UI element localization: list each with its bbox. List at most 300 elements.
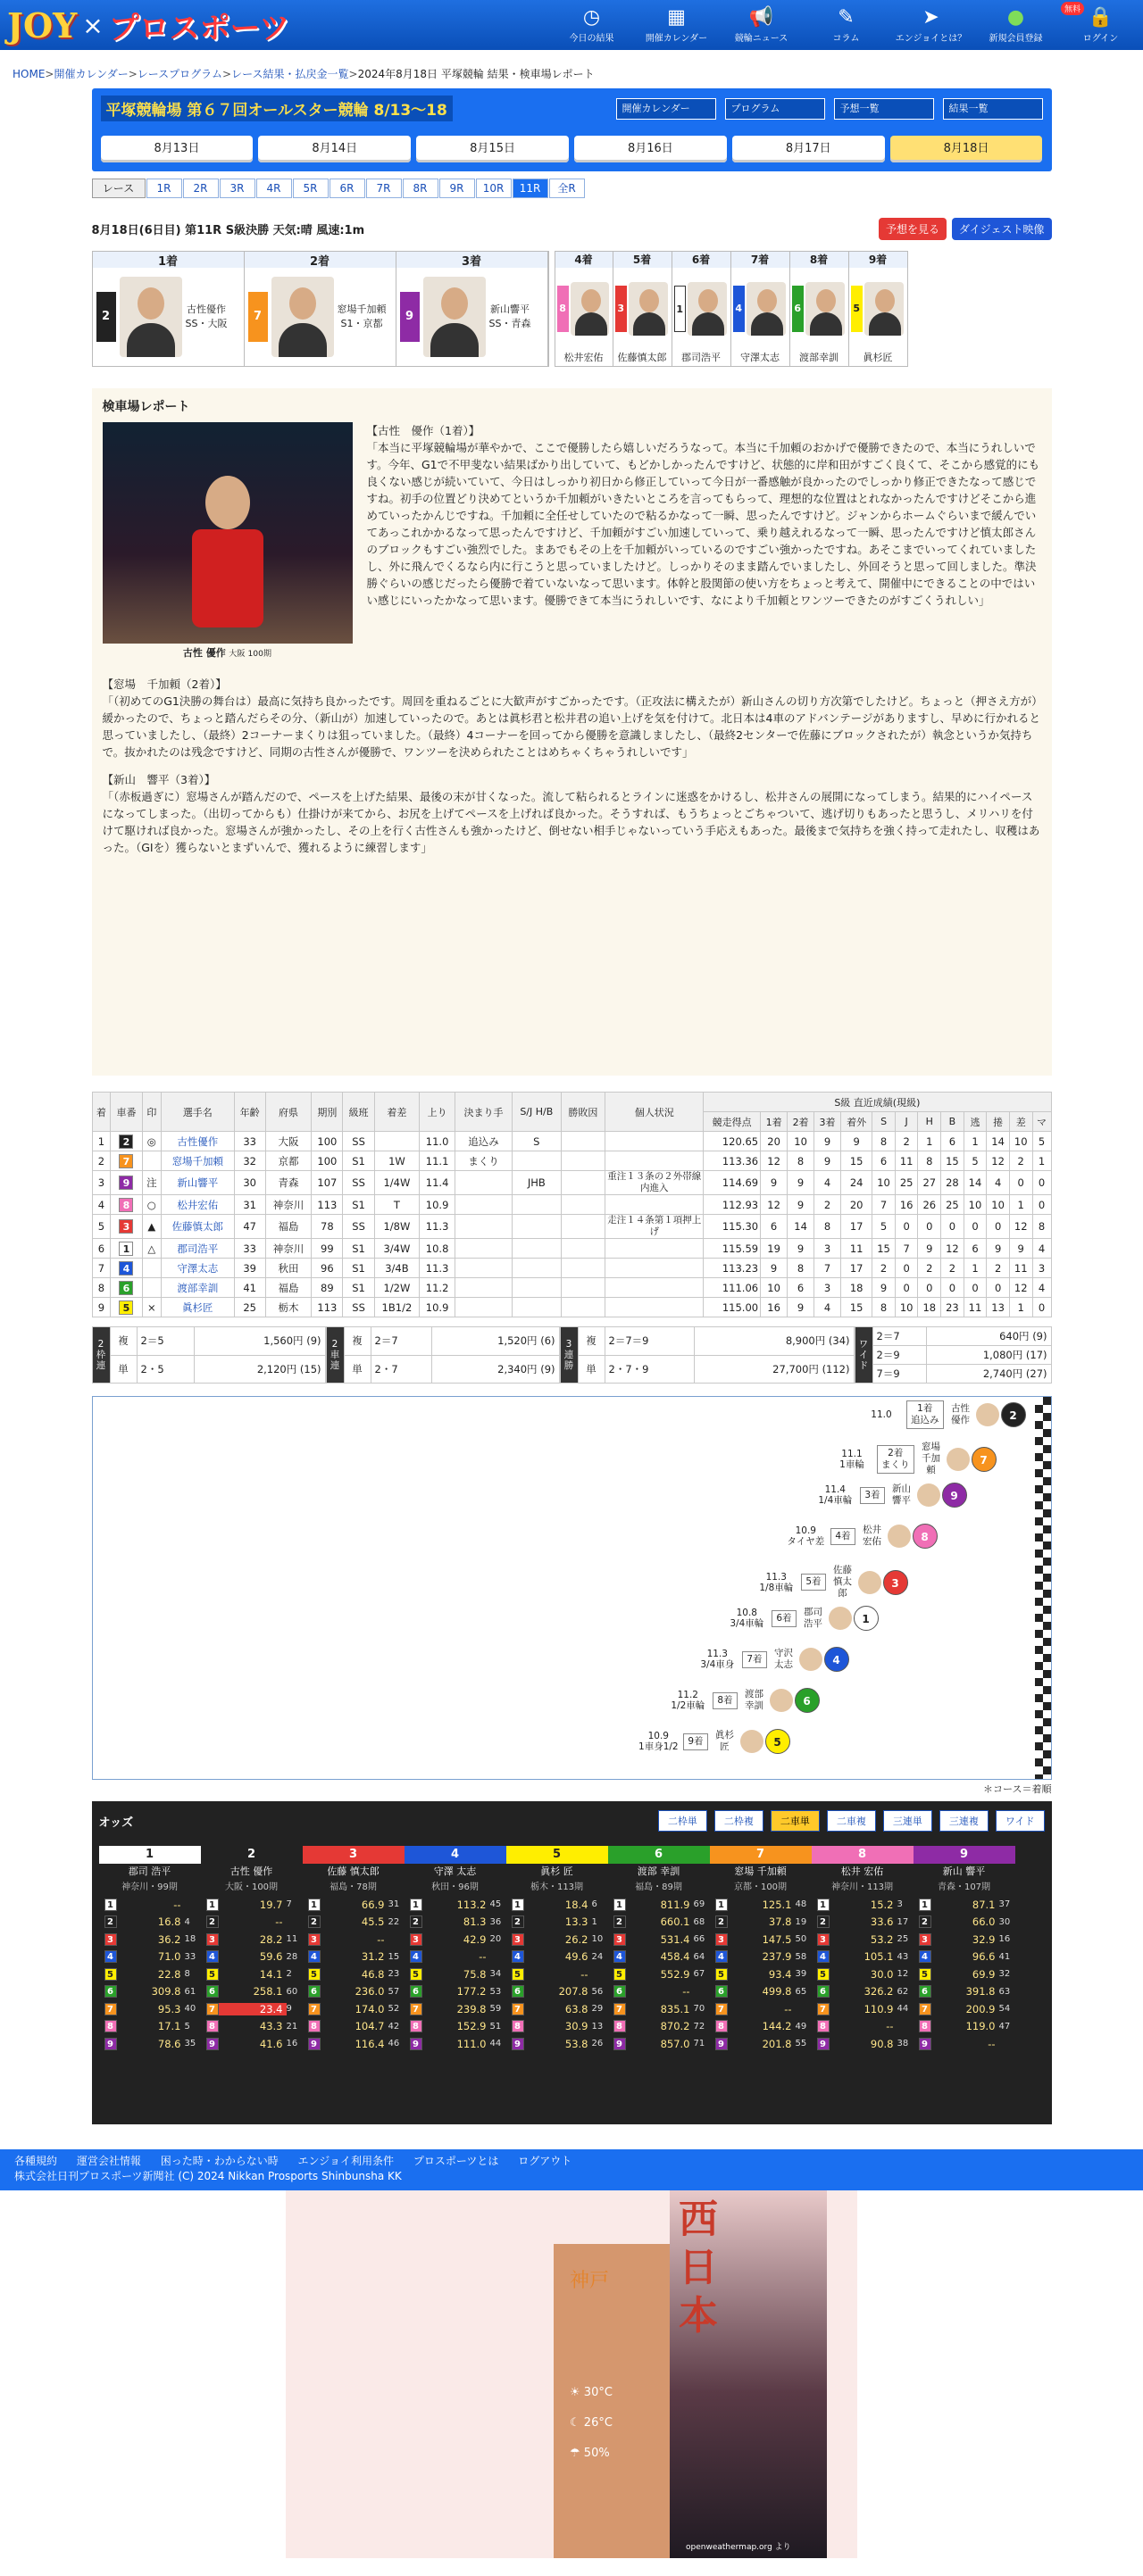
odds-value: 207.8 [558,1985,588,1998]
odds-row[interactable] [506,1949,608,1966]
digest-video-button[interactable]: ダイジェスト映像 [952,218,1052,240]
odds-row[interactable] [812,1931,914,1949]
odds-column [506,1846,608,2053]
rider-name[interactable]: 守澤太志 [740,352,780,363]
cell-diff: 1/2W [374,1278,419,1298]
cell-stat: 0 [941,1278,964,1298]
odds-row[interactable] [710,2018,812,2036]
odds-row[interactable] [405,1914,506,1932]
odds-value: -- [886,2020,894,2033]
ad-temp-high: 30°C [583,2386,613,2399]
race-info: 8月18日(6日目) 第11R S級決勝 天気:晴 風速:1m [91,224,365,237]
cell-stat: 0 [918,1278,941,1298]
finish-pos-box [683,1733,707,1750]
cell-car [111,1259,142,1278]
table-row [92,1132,1051,1151]
odds-rank: 52 [388,2004,400,2015]
cell-stat: 19 [761,1239,788,1259]
odds-row[interactable] [914,2035,1015,2053]
winner-photo [103,422,353,644]
breadcrumb-calendar[interactable]: 開催カレンダー [54,68,129,80]
cell-stat: 6 [941,1132,964,1151]
cell-stat: 20 [761,1132,788,1151]
view-prediction-button[interactable]: 予想を見る [879,218,947,240]
cell-rider-name[interactable]: 郡司浩平 [162,1239,234,1259]
cell-rider-name[interactable]: 守澤太志 [162,1259,234,1278]
place-body [672,268,730,350]
cell-age: 31 [234,1195,265,1215]
cell-rider-name[interactable]: 松井宏佑 [162,1195,234,1215]
odds-rank: 37 [998,1899,1011,1910]
cell-stat: 10 [987,1195,1010,1215]
rider-name[interactable]: 窓場千加頼 [337,303,387,315]
car-circle: 1 [854,1606,879,1631]
odds-value: 236.0 [355,1985,385,1998]
odds-row[interactable] [914,1914,1015,1932]
site-logo[interactable] [0,0,304,50]
odds-row[interactable] [710,1949,812,1966]
car-circle: 2 [1001,1402,1026,1427]
cell-stat: 18 [841,1278,872,1298]
odds-row[interactable] [608,1896,710,1914]
odds-row[interactable] [201,2035,303,2053]
day-tab[interactable]: 8月15日 [416,136,569,162]
car-number: 8 [557,286,569,332]
odds-row[interactable] [710,2035,812,2053]
odds-row[interactable] [710,1914,812,1932]
odds-key: 9 [817,2038,830,2050]
finish-pos: 3着 [864,1489,880,1500]
odds-key: 6 [512,1985,524,1998]
bullhorn-icon: 📢 [748,5,774,29]
cell-shohai [561,1132,605,1151]
program-button[interactable]: プログラム [725,98,825,120]
odds-row[interactable] [812,2000,914,2018]
race-tab-all[interactable]: 全R [549,179,585,198]
odds-row[interactable] [812,2035,914,2053]
cell-stat: 17 [841,1259,872,1278]
odds-row[interactable] [405,1983,506,2001]
odds-row[interactable] [914,1965,1015,1983]
cell-term: 113 [312,1195,343,1215]
odds-row[interactable] [914,1983,1015,2001]
odds-row[interactable] [608,1949,710,1966]
payout-combo: 2＝5 [137,1327,194,1356]
cell-diff: 3/4B [374,1259,419,1278]
car-number: 3 [615,286,627,332]
finish-pos-box [906,1400,944,1429]
odds-row[interactable] [303,2000,405,2018]
odds-key: 8 [919,2020,931,2032]
race-tabs [92,179,1052,198]
odds-row[interactable] [608,1931,710,1949]
podium-place[interactable] [396,252,548,366]
odds-tab[interactable]: ワイド [996,1810,1045,1832]
odds-row[interactable] [710,1931,812,1949]
finish-time [860,1409,903,1420]
odds-key: 9 [919,2038,931,2050]
table-row [92,1239,1051,1259]
course-note: ＊コース＝着順 [983,1783,1052,1795]
day-tab[interactable]: 8月17日 [732,136,885,162]
odds-key: 2 [817,1915,830,1928]
odds-row[interactable] [710,1896,812,1914]
odds-tab[interactable]: 二枠複 [714,1810,763,1832]
odds-row[interactable] [812,1914,914,1932]
odds-row[interactable] [506,2035,608,2053]
odds-row[interactable] [914,1896,1015,1914]
odds-row[interactable] [506,1931,608,1949]
odds-row[interactable] [405,2018,506,2036]
place-body [245,268,396,366]
calendar-button[interactable]: 開催カレンダー [616,98,716,120]
odds-tab[interactable]: 二枠単 [658,1810,707,1832]
cell-stat: 3 [814,1239,841,1259]
race-tab[interactable]: 10R [476,179,512,198]
rider-name[interactable]: 眞杉匠 [863,352,893,363]
breadcrumb-home[interactable]: HOME [13,68,46,80]
nav-column[interactable] [804,0,889,50]
finish-pos: 4着 [835,1530,851,1541]
car-number: 6 [792,286,804,332]
odds-value: 147.5 [762,1932,792,1946]
odds-key: 7 [308,2003,321,2015]
odds-rider-sub: 福島・78期 [330,1882,377,1892]
place-label: 6着 [672,252,730,268]
breadcrumb-results[interactable]: レース結果・払戻金一覧 [231,68,349,80]
payout-combo: 2・5 [137,1355,194,1384]
odds-row[interactable] [303,1965,405,1983]
odds-row[interactable] [608,1965,710,1983]
cell-stat: 0 [895,1215,918,1239]
rider-name[interactable]: 佐藤慎太郎 [617,352,667,363]
nav-label: ログイン [1082,33,1119,44]
odds-row[interactable] [201,1965,303,1983]
rider-avatar [976,1403,999,1426]
odds-row[interactable] [303,1931,405,1949]
odds-value: 660.1 [660,1915,690,1929]
odds-tab[interactable]: 二車複 [827,1810,876,1832]
lock-icon: 🔒 [1088,5,1114,29]
footer-link[interactable]: 運営会社情報 [76,2155,141,2167]
cell-rider-name[interactable]: 佐藤慎太郎 [162,1215,234,1239]
odds-row[interactable] [506,2000,608,2018]
race-label: レース [92,179,146,198]
place-label: 2着 [245,252,396,268]
odds-value: -- [275,1915,283,1929]
other-place[interactable] [790,251,849,367]
result-table [92,1092,1052,1317]
odds-row[interactable] [201,1931,303,1949]
cell-agari: 11.1 [420,1151,455,1171]
cell-age: 32 [234,1151,265,1171]
caption-sub: 大阪 100期 [229,649,272,659]
odds-row[interactable] [99,1896,201,1914]
odds-value: 26.2 [564,1932,588,1946]
other-place[interactable] [555,251,613,367]
odds-row[interactable] [303,1949,405,1966]
other-place[interactable] [849,251,908,367]
footer-link[interactable]: ログアウト [518,2155,572,2167]
odds-row[interactable] [914,2000,1015,2018]
cell-car [111,1151,142,1171]
finish-time [666,1690,709,1711]
odds-row[interactable] [812,1949,914,1966]
odds-rider-sub: 神奈川・113期 [830,1882,894,1892]
race-tab[interactable]: 2R [183,179,219,198]
day-tab[interactable]: 8月14日 [258,136,411,162]
odds-row[interactable] [405,1896,506,1914]
odds-row[interactable] [608,1983,710,2001]
odds-row[interactable] [506,1914,608,1932]
day-tab-selected[interactable]: 8月18日 [890,136,1043,162]
rider-name[interactable]: 郡司浩平 [681,352,721,363]
nav-calendar[interactable] [634,0,719,50]
odds-key: 8 [512,2020,524,2032]
odds-row[interactable] [303,1983,405,2001]
race-tab[interactable]: 3R [220,179,255,198]
footer-link[interactable]: 各種規約 [14,2155,58,2167]
cell-term: 100 [312,1151,343,1171]
odds-row[interactable] [506,1896,608,1914]
breadcrumb-program[interactable]: レースプログラム [137,68,223,80]
odds-row[interactable] [99,1931,201,1949]
th: 印 [142,1093,162,1132]
footer-link[interactable]: プロスポーツとは [413,2155,499,2167]
odds-row[interactable] [99,2018,201,2036]
odds-value: 30.0 [870,1967,894,1981]
odds-row[interactable] [812,1983,914,2001]
odds-row[interactable] [201,1914,303,1932]
cell-sjhb [512,1278,561,1298]
odds-rank: 69 [693,1899,705,1910]
odds-row[interactable] [303,1914,405,1932]
car-number: 4 [733,286,745,332]
cell-stat: 18 [918,1298,941,1317]
footer-link[interactable]: エンジョイ利用条件 [297,2155,394,2167]
odds-row[interactable] [914,1949,1015,1966]
odds-row[interactable] [608,2035,710,2053]
odds-rank: 33 [184,1951,196,1962]
race-tab[interactable]: 6R [330,179,365,198]
cell-stat: 5 [872,1215,896,1239]
odds-value: 258.1 [253,1985,283,1998]
th-recent: S級 直近成績(現級) [704,1093,1051,1112]
odds-rank: 11 [286,1934,298,1945]
odds-tab[interactable]: 三連単 [883,1810,932,1832]
cell-stat: 9 [987,1239,1010,1259]
odds-row[interactable] [812,2018,914,2036]
cell-age: 47 [234,1215,265,1239]
odds-row[interactable] [405,2000,506,2018]
cell-mark [142,1278,162,1298]
odds-row[interactable] [506,1965,608,1983]
rider-name[interactable]: 渡部幸訓 [799,352,838,363]
cell-cls: S1 [343,1278,374,1298]
odds-row[interactable] [710,2000,812,2018]
time-value: 10.8 [736,1608,757,1618]
odds-row[interactable] [201,1983,303,2001]
race-tab[interactable]: 8R [403,179,438,198]
nav-register[interactable] [973,0,1058,50]
table-row [92,1259,1051,1278]
rider-name[interactable]: 新山響平 [489,303,530,315]
odds-key: 1 [410,1899,422,1911]
odds-row[interactable] [303,2018,405,2036]
odds-rank: 66 [693,1934,705,1945]
odds-row[interactable] [99,1914,201,1932]
odds-rank: 20 [489,1934,502,1945]
odds-rider-name: 窓場 千加頼 [734,1866,787,1877]
odds-row[interactable] [201,2000,303,2018]
odds-row[interactable] [914,1931,1015,1949]
odds-key: 6 [308,1985,321,1998]
odds-key: 9 [613,2038,626,2050]
odds-row[interactable] [914,2018,1015,2036]
cell-rider-name[interactable]: 眞杉匠 [162,1298,234,1317]
race-tab-selected[interactable]: 11R [513,179,548,198]
prediction-list-button[interactable]: 予想一覧 [834,98,934,120]
odds-row[interactable] [710,1965,812,1983]
other-place[interactable] [613,251,672,367]
cell-stat: 12 [761,1151,788,1171]
cell-stat: 0 [1009,1171,1032,1195]
odds-row[interactable] [99,2035,201,2053]
cell-sjhb [512,1195,561,1215]
cell-cls: S1 [343,1259,374,1278]
cell-stat: 12 [941,1239,964,1259]
payout-type: 単 [110,1355,137,1384]
cell-stat: 2 [987,1259,1010,1278]
odds-row[interactable] [608,1914,710,1932]
th: 勝敗因 [561,1093,605,1132]
table-row [92,1151,1051,1171]
odds-key: 8 [410,2020,422,2032]
time-value: 10.9 [647,1731,669,1741]
cell-stat: 4 [987,1171,1010,1195]
footer-link[interactable]: 困った時・わからない時 [160,2155,279,2167]
copyright: 株式会社日刊プロスポーツ新聞社 (C) 2024 Nikkan Prosports Shinbunsha KK [14,2170,402,2182]
car-number: 7 [248,292,268,342]
payout-amount: 8,900円 (34) [695,1327,854,1356]
odds-row[interactable] [812,1965,914,1983]
odds-value: 96.6 [972,1950,996,1964]
cell-rider-name[interactable]: 渡部幸訓 [162,1278,234,1298]
cell-stat: 6 [788,1278,814,1298]
rider-name[interactable]: 古性優作 [186,303,226,315]
odds-key: 1 [919,1899,931,1911]
rider-avatar [799,1648,822,1671]
rider-sub: SS・大阪 [185,318,228,329]
race-tab[interactable]: 1R [146,179,182,198]
logo-prosports: プロスポーツ [108,10,290,46]
odds-row[interactable] [608,2018,710,2036]
main-content [92,88,1052,2124]
odds-row[interactable] [99,1949,201,1966]
race-tab[interactable]: 5R [293,179,329,198]
odds-row[interactable] [201,1949,303,1966]
odds-row[interactable] [812,1896,914,1914]
nav-today-results[interactable] [549,0,634,50]
finish-name: 渡部幸訓 [745,1689,763,1711]
cell-rider-name[interactable]: 古性優作 [162,1132,234,1151]
odds-row[interactable] [506,1983,608,2001]
car-number: 4 [119,1261,133,1276]
rider-avatar [858,1571,881,1594]
cell-rider-name[interactable]: 新山響平 [162,1171,234,1195]
odds-value: 499.8 [762,1985,792,1998]
race-tab[interactable]: 4R [256,179,292,198]
odds-row[interactable] [405,1965,506,1983]
cell-stat: 115.00 [704,1298,761,1317]
odds-rank: 61 [184,1986,196,1997]
odds-tab[interactable]: 三連複 [939,1810,989,1832]
odds-key: 1 [512,1899,524,1911]
finish-time [755,1572,797,1593]
odds-row[interactable] [303,1896,405,1914]
th: 着差 [374,1093,419,1132]
other-place[interactable] [731,251,790,367]
odds-row[interactable] [608,2000,710,2018]
nav-about[interactable] [889,0,973,50]
podium-place[interactable] [245,252,396,366]
race-tab[interactable]: 7R [366,179,402,198]
race-tab[interactable]: 9R [439,179,475,198]
other-place[interactable] [672,251,731,367]
weather-ad[interactable] [286,2190,857,2558]
day-tab[interactable]: 8月16日 [574,136,727,162]
result-list-button[interactable]: 結果一覧 [943,98,1043,120]
table-row [92,1298,1051,1317]
odds-value: 42.9 [463,1932,487,1946]
odds-row[interactable] [710,1983,812,2001]
odds-row[interactable] [303,2035,405,2053]
odds-row[interactable] [405,2035,506,2053]
cell-stat: 1 [1032,1151,1051,1171]
nav-label: 競輪ニュース [734,33,788,44]
car-number: 5 [119,1300,133,1315]
umbrella-icon: ☂ [570,2447,584,2460]
rider-name[interactable]: 松井宏佑 [563,352,604,363]
time-margin: 1車輪 [839,1458,864,1470]
finish-pos: 8着 [717,1694,733,1706]
odds-tab-selected[interactable]: 二車単 [771,1810,820,1832]
payout-combo: 2＝9 [872,1346,927,1365]
cell-diff [374,1132,419,1151]
odds-row[interactable] [99,1983,201,2001]
cell-stat: 112.93 [704,1195,761,1215]
odds-row[interactable] [405,1949,506,1966]
odds-key: 7 [104,2003,117,2015]
odds-row[interactable] [99,2000,201,2018]
odds-row[interactable] [506,2018,608,2036]
th: 個人状況 [605,1093,704,1132]
cell-stat: 4 [814,1298,841,1317]
podium-place[interactable] [93,252,245,366]
odds-row[interactable] [201,2018,303,2036]
payout-combo: 2・7・9 [605,1355,695,1384]
odds-rank: 41 [998,1951,1011,1962]
day-tab[interactable]: 8月13日 [101,136,254,162]
odds-row[interactable] [405,1931,506,1949]
odds-row[interactable] [99,1965,201,1983]
nav-news[interactable] [719,0,804,50]
odds-row[interactable] [201,1896,303,1914]
cell-kojin [605,1259,704,1278]
odds-rank: 60 [286,1986,298,1997]
cell-rider-name[interactable]: 窓場千加頼 [162,1151,234,1171]
odds-rider-sub: 秋田・96期 [431,1882,479,1892]
